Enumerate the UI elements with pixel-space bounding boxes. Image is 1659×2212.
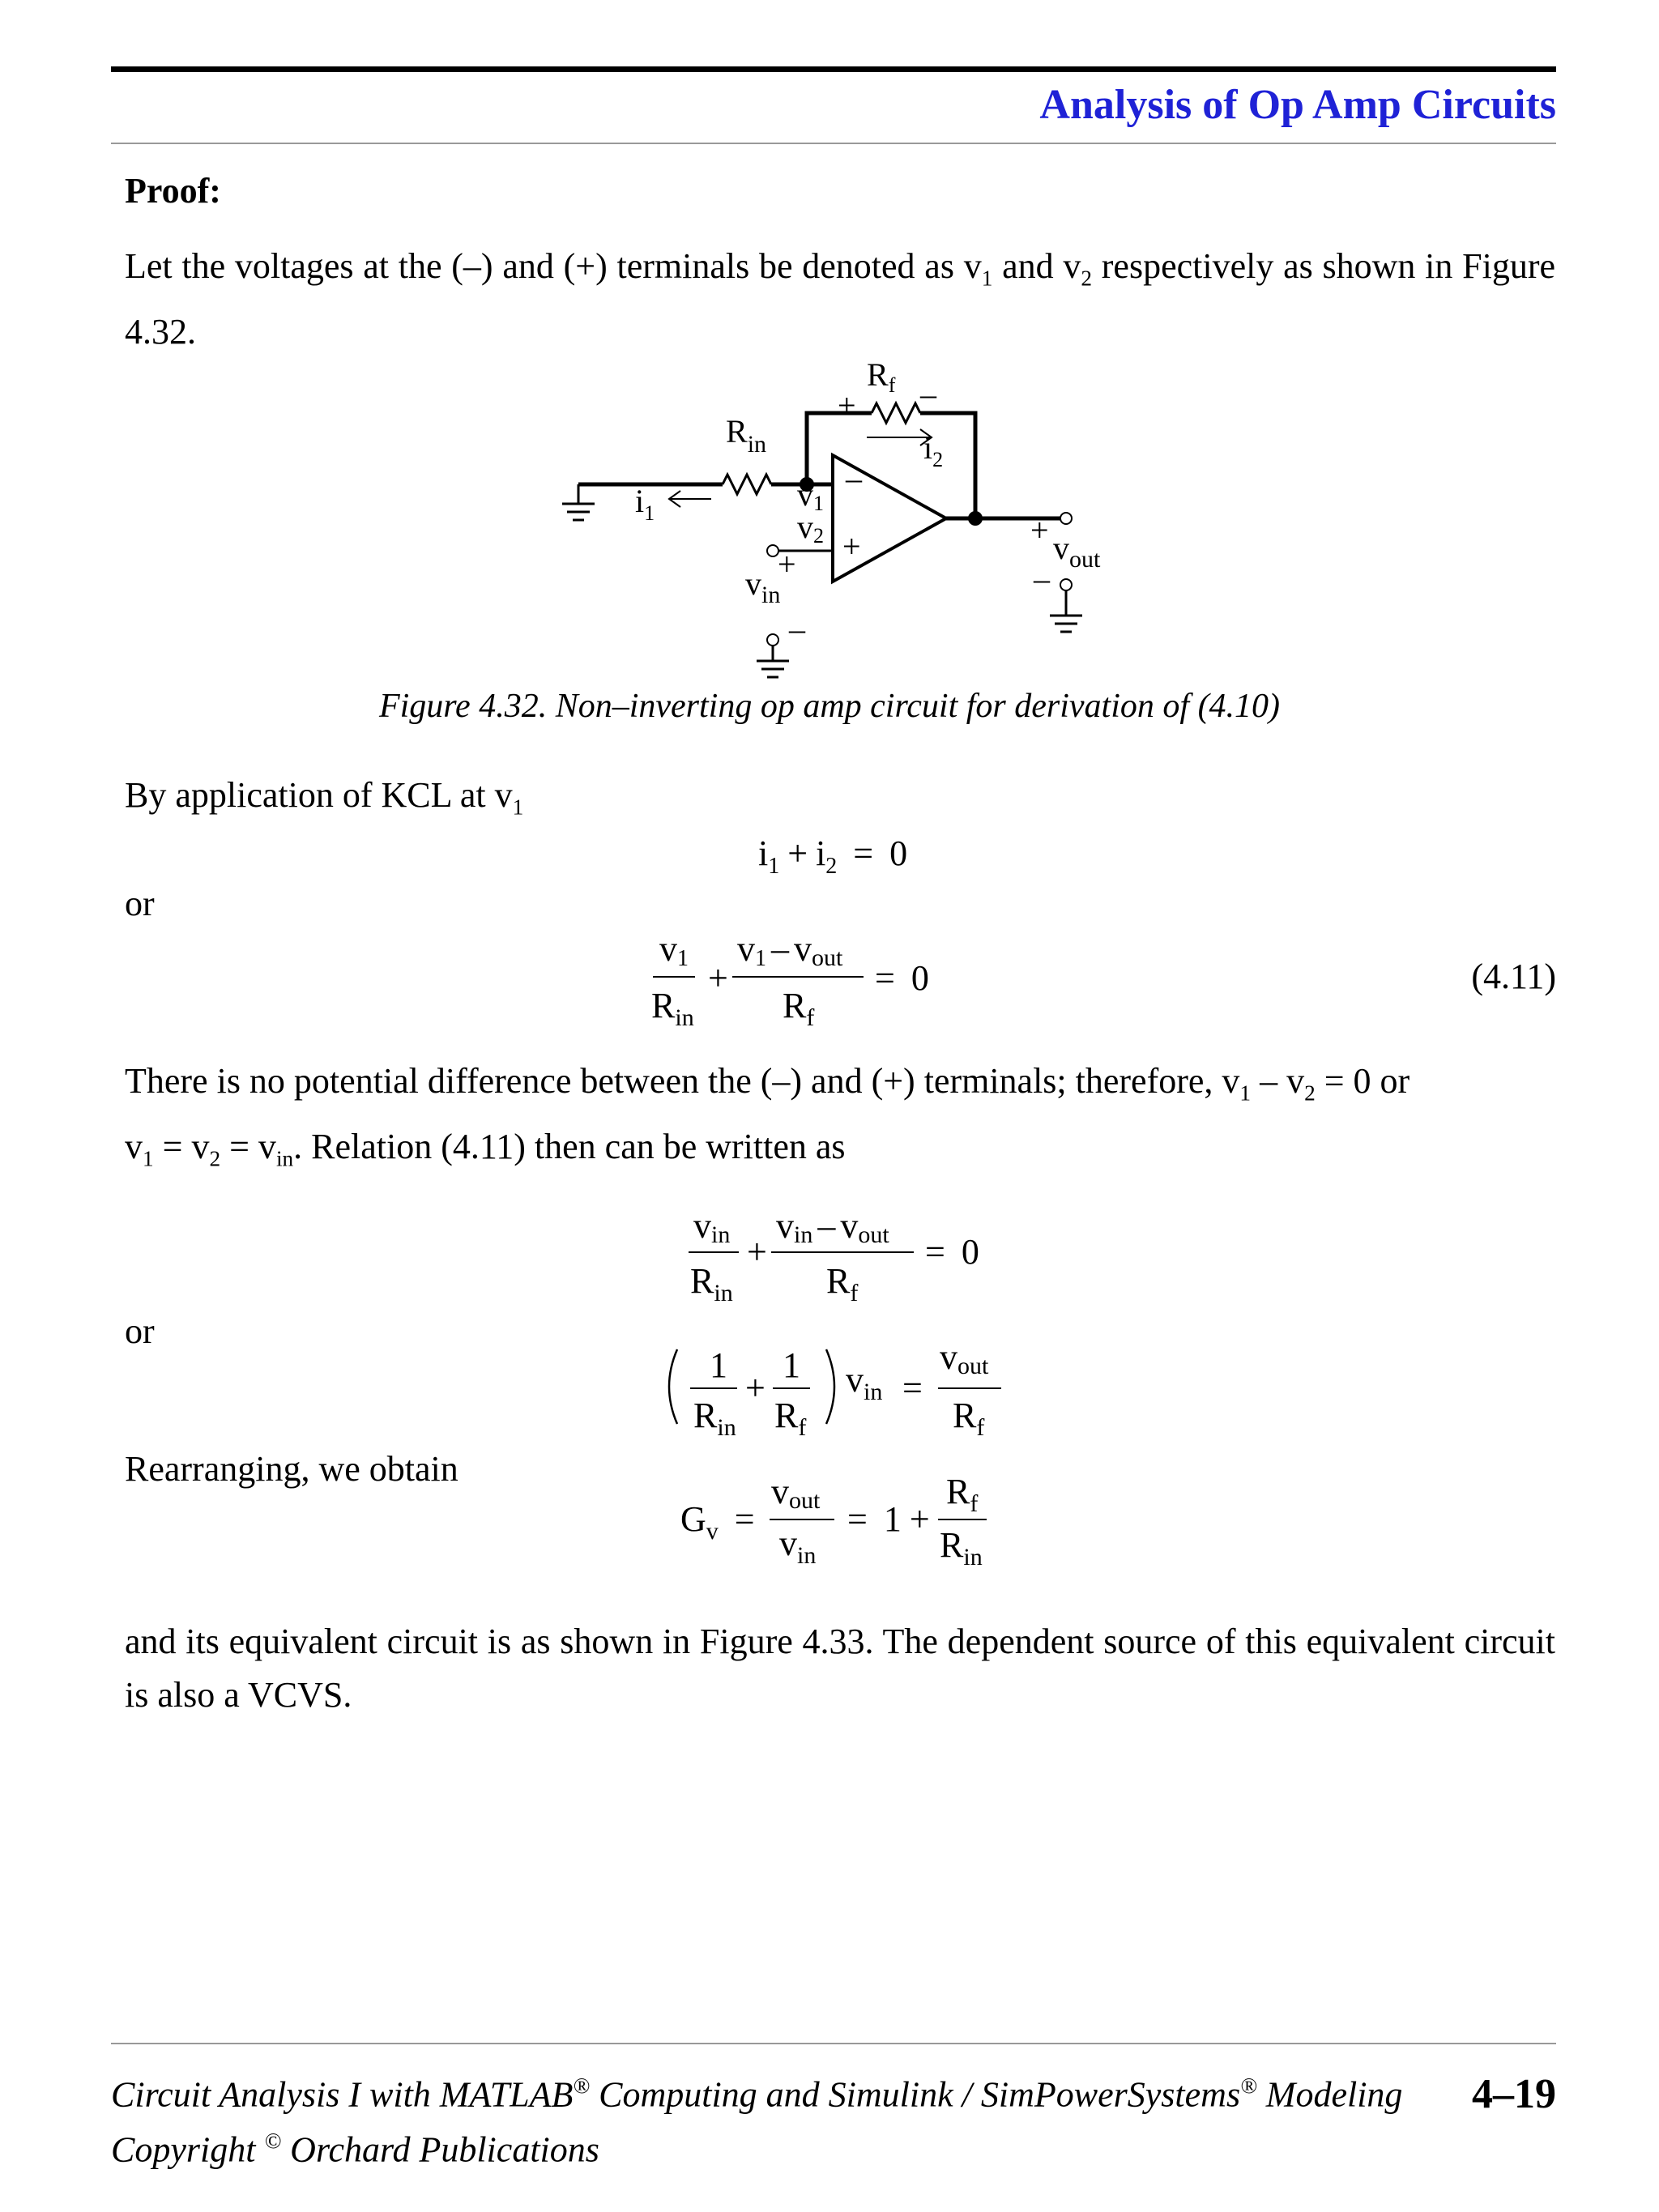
label-v1: v1 <box>797 476 824 515</box>
svg-text:Rin: $R_{in}$ <box>690 1261 733 1306</box>
label-rf-minus: – <box>920 376 936 412</box>
equation-number: (4.11) <box>1471 957 1556 996</box>
svg-text:v1: v1 <box>659 929 689 971</box>
paragraph-potential: There is no potential difference between the (–) and (+) terminals; therefore, $v_1 - v_2 = 0$ or $v_1 = v_2 = v_{in}$. Relation (4.11) then can be written as <box>125 1061 1410 1171</box>
svg-text:vin: vin <box>693 1206 731 1248</box>
svg-text:=: = <box>902 1368 923 1408</box>
label-vin-minus: – <box>789 611 805 647</box>
svg-text:vout: vout <box>940 1337 989 1379</box>
label-i2: $i_2$ <box>923 429 944 471</box>
intro-paragraph: Let the voltages at the (–) and (+) terminals be denoted as $v_1$ and $v_2$ respectively as shown in Figure 4.32. <box>125 246 1556 352</box>
svg-text:vin: $v_{in}$ <box>779 1524 817 1569</box>
label-opamp-minus: – <box>846 460 862 497</box>
rearranging-text: Rearranging, we obtain <box>125 1449 458 1489</box>
label-vout: $v_{out}$ <box>1053 530 1101 573</box>
svg-text:=0: = 0 <box>925 1232 979 1272</box>
equation-gain <box>680 1472 987 1571</box>
equation-kcl <box>758 833 907 879</box>
paragraph-equivalent: and its equivalent circuit is as shown in Figure 4.33. The dependent source of this equivalent circuit is also a VCVS. <box>125 1622 1555 1715</box>
svg-text:vout: vout <box>771 1472 821 1514</box>
label-v2: v2 <box>797 509 824 548</box>
svg-text:Rin: $R_{in}$ <box>940 1525 983 1571</box>
label-i1: $i_1$ <box>635 483 655 525</box>
svg-text:Rf: $R_f$ <box>953 1396 985 1441</box>
footer-book-title: Circuit Analysis I with MATLAB® Computing and Simulink / SimPowerSystems® Modeling <box>111 2073 1403 2115</box>
svg-text:1: 1 <box>783 1345 800 1385</box>
svg-text:1: 1 <box>710 1345 727 1385</box>
svg-text:Rin: $R_{in}$ <box>693 1396 736 1441</box>
label-vin-plus: + <box>778 546 796 582</box>
svg-text:Rf: $R_f$ <box>826 1261 859 1306</box>
svg-text:+: + <box>745 1368 766 1408</box>
label-vin: $v_{in}$ <box>745 565 781 608</box>
svg-text:Rf: $R_f$ <box>783 986 815 1031</box>
svg-text:+: + <box>747 1232 767 1272</box>
equation-grouped <box>669 1337 1001 1441</box>
kcl-sentence: By application of KCL at $v_1$ <box>125 775 524 820</box>
proof-label: Proof: <box>125 171 221 211</box>
page-number: 4–19 <box>1472 2071 1556 2117</box>
equation-4-11 <box>651 929 929 1031</box>
equation-substituted <box>689 1206 979 1306</box>
label-rf-plus: + <box>838 387 856 424</box>
footer-copyright: Copyright © Orchard Publications <box>111 2129 599 2170</box>
label-rf: $R_f$ <box>867 356 896 397</box>
svg-text:i1+i2=0: $i_1 + i_2 = 0$ <box>758 833 908 879</box>
label-opamp-plus: + <box>842 528 861 565</box>
label-rin: $R_{in}$ <box>726 413 767 458</box>
label-vout-minus: – <box>1034 560 1050 597</box>
figure-caption: Figure 4.32. Non–inverting op amp circuit for derivation of (4.10) <box>378 688 1281 725</box>
label-vout-plus: + <box>1030 512 1049 548</box>
svg-text:=0: = 0 <box>875 958 929 998</box>
running-header: Analysis of Op Amp Circuits <box>1039 82 1556 128</box>
or-text-2: or <box>125 1311 155 1351</box>
svg-text:vin–vout: vin – vout <box>776 1206 889 1248</box>
svg-text:Rf: $R_f$ <box>774 1396 807 1441</box>
svg-text:Rin: $R_{in}$ <box>651 986 694 1031</box>
or-text-1: or <box>125 884 155 923</box>
svg-text:v1–vout: v1 – vout <box>737 929 843 971</box>
svg-text:Gv=: $G_v$ = <box>680 1499 755 1545</box>
svg-text:+: + <box>708 958 728 998</box>
svg-text:vin: $v_{in}$ <box>846 1360 883 1405</box>
svg-text:=1+: = 1 + <box>847 1499 930 1539</box>
footer-rule <box>111 2043 1556 2044</box>
svg-text:Rf: $R_f$ <box>946 1472 979 1517</box>
